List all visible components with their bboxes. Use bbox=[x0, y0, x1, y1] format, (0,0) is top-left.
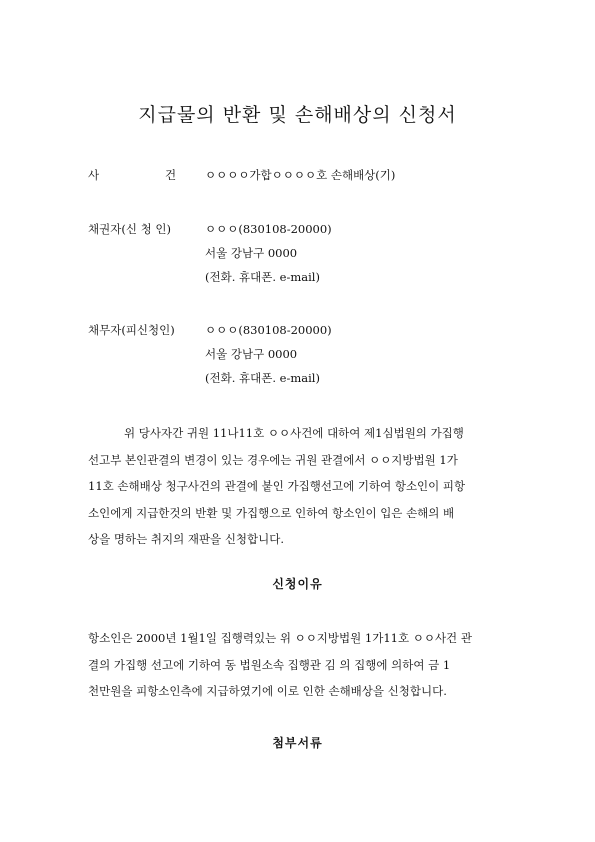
debtor-label: 채무자(피신청인) bbox=[88, 323, 175, 337]
paragraph-line: 11호 손해배상 청구사건의 관결에 붙인 가집행선고에 기하여 항소인이 피항 bbox=[88, 479, 466, 493]
paragraph-line: 결의 가집행 선고에 기하여 동 법원소속 집행관 김 의 집행에 의하여 금 1 bbox=[88, 657, 451, 672]
case-label-first: 사 bbox=[88, 168, 100, 182]
paragraph-line: 천만원을 피항소인측에 지급하였기에 이로 인한 손해배상을 신청합니다. bbox=[88, 684, 447, 698]
paragraph-line: 위 당사자간 귀원 11나11호 ㅇㅇ사건에 대하여 제1심법원의 가집행 bbox=[124, 426, 464, 440]
paragraph-line: 항소인은 2000년 1월1일 집행력있는 위 ㅇㅇ지방법원 1가11호 ㅇㅇ사건 관 bbox=[88, 631, 472, 645]
paragraph-line: 상을 명하는 취지의 재판을 신청합니다. bbox=[88, 532, 285, 546]
creditor-label: 채권자(신 청 인) bbox=[88, 222, 171, 236]
creditor-id: ㅇㅇㅇ(830108-20000) bbox=[205, 222, 332, 236]
debtor-id: ㅇㅇㅇ(830108-20000) bbox=[205, 323, 332, 337]
reason-heading: 신청이유 bbox=[272, 577, 323, 591]
request-paragraph bbox=[88, 420, 508, 553]
debtor-contact: (전화. 휴대폰. e-mail) bbox=[205, 371, 320, 385]
creditor-contact: (전화. 휴대폰. e-mail) bbox=[205, 270, 320, 284]
reason-paragraph bbox=[88, 625, 508, 705]
paragraph-line: 선고부 본인관결의 변경이 있는 경우에는 귀원 관결에서 ㅇㅇ지방법원 1가 bbox=[88, 452, 458, 467]
paragraph-line: 소인에게 지급한것의 반환 및 가집행으로 인하여 항소인이 입은 손해의 배 bbox=[88, 505, 455, 520]
case-label-last: 건 bbox=[165, 168, 177, 182]
document-title: 지급물의 반환 및 손해배상의 신청서 bbox=[138, 104, 457, 126]
debtor-address: 서울 강남구 0000 bbox=[205, 347, 298, 361]
case-number: ㅇㅇㅇㅇ가합ㅇㅇㅇㅇ호 손해배상(기) bbox=[205, 168, 396, 182]
creditor-address: 서울 강남구 0000 bbox=[205, 246, 298, 260]
attachments-heading: 첨부서류 bbox=[272, 736, 323, 750]
